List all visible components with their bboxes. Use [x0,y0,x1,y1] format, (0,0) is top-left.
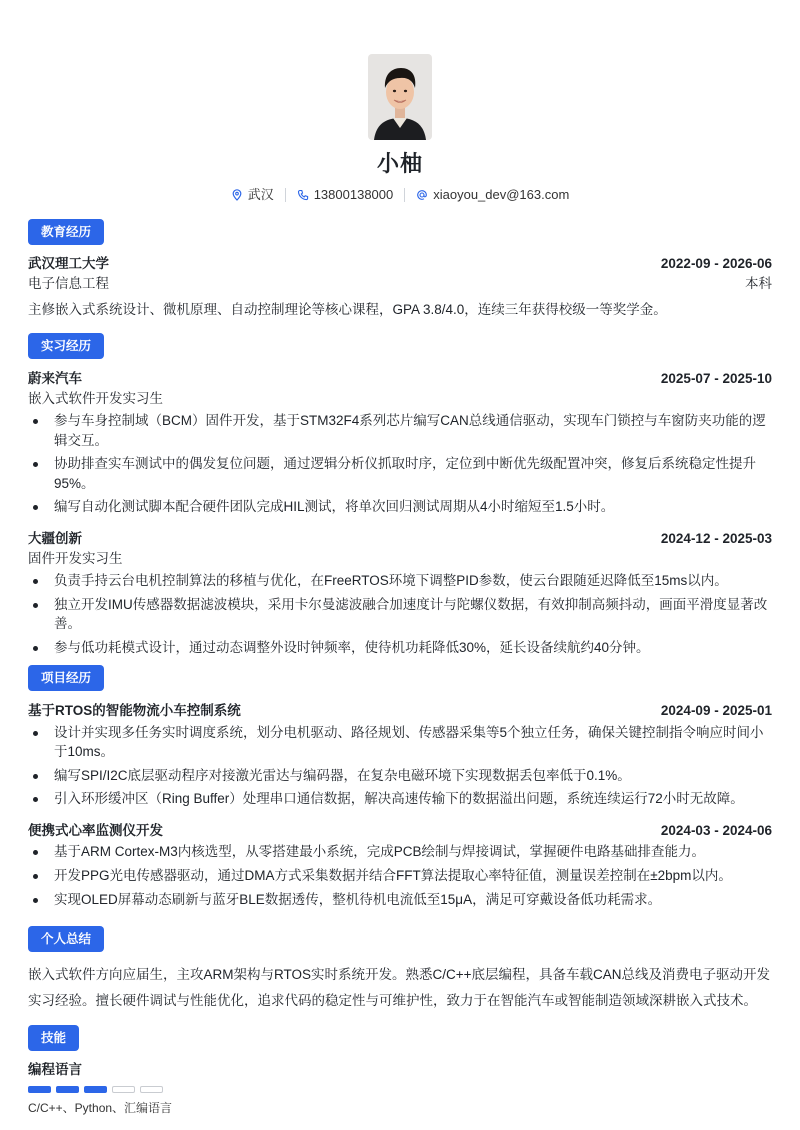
location-text: 武汉 [247,186,274,202]
skill-bar-filled [56,1086,79,1093]
education-entry [28,254,772,320]
section-tag-internship: 实习经历 [28,333,104,359]
internship-list [28,369,772,669]
list-item: 实现OLED屏幕动态刷新与蓝牙BLE数据透传，整机待机电流低至15μA，满足可穿戴设备低功耗需求。 [28,890,772,910]
phone-icon [297,189,309,201]
avatar [368,54,432,140]
skill-detail: C/C++、Python、汇编语言 [28,1100,173,1115]
internship-date: 2025-07 - 2025-10 [660,371,772,386]
list-item: 编写自动化测试脚本配合硬件团队完成HIL测试，将单次回归测试周期从4小时缩短至1.5小时。 [28,497,772,517]
contact-line [28,186,772,205]
internship-entry [28,529,772,657]
skill-entry [28,1060,772,1117]
project-name: 便携式心率监测仪开发 [28,822,163,838]
company-name: 蔚来汽车 [28,371,82,386]
list-item: 协助排查实车测试中的偶发复位问题，通过逻辑分析仪抓取时序，定位到中断优先级配置冲突，修复后系统稳定性提升95%。 [28,454,772,493]
list-item: 编写SPI/I2C底层驱动程序对接激光雷达与编码器，在复杂电磁环境下实现数据丢包率低于0.1%。 [28,766,772,786]
list-item: 参与低功耗模式设计，通过动态调整外设时钟频率，使待机功耗降低30%，延长设备续航约40分钟。 [28,638,772,658]
internship-entry [28,369,772,517]
project-date: 2024-03 - 2024-06 [660,822,772,838]
section-tag-skills: 技能 [28,1025,79,1051]
skill-level-meter [28,1086,772,1093]
internship-date: 2024-12 - 2025-03 [660,530,772,546]
list-item: 独立开发IMU传感器数据滤波模块，采用卡尔曼滤波融合加速度计与陀螺仪数据，有效抑制高频抖动，画面平滑度显著改善。 [28,595,772,634]
section-tag-summary: 个人总结 [28,926,104,952]
project-list [28,701,772,921]
skill-title: 编程语言 [28,1062,82,1077]
map-pin-icon [231,189,243,201]
bullet-list [28,723,772,809]
major: 电子信息工程 [28,275,109,291]
resume-header [28,54,772,205]
candidate-name: 小柚 [376,151,423,176]
school-name: 武汉理工大学 [28,256,109,271]
email-text: xiaoyou_dev@163.com [433,186,570,202]
project-date: 2024-09 - 2025-01 [660,703,772,718]
section-tag-education: 教育经历 [28,219,104,245]
internship-role: 固件开发实习生 [28,550,123,566]
education-date: 2022-09 - 2026-06 [660,256,772,271]
contact-email [405,186,580,205]
list-item: 参与车身控制域（BCM）固件开发，基于STM32F4系列芯片编写CAN总线通信驱动，实现车门锁控与车窗防夹功能的逻辑交互。 [28,411,772,450]
skill-bar-filled [84,1086,107,1093]
skill-bar-filled [28,1086,51,1093]
education-description: 主修嵌入式系统设计、微机原理、自动控制理论等核心课程，GPA 3.8/4.0，连续三年获得校级一等奖学金。 [28,302,667,318]
bullet-list [28,411,772,517]
at-icon [416,189,428,201]
contact-location [220,186,285,205]
list-item: 负责手持云台电机控制算法的移植与优化，在FreeRTOS环境下调整PID参数，使云台跟随延迟降低至15ms以内。 [28,571,772,591]
list-item: 引入环形缓冲区（Ring Buffer）处理串口通信数据，解决高速传输下的数据溢出问题，系统连续运行72小时无故障。 [28,789,772,809]
skill-bar-empty [140,1086,163,1093]
project-name: 基于RTOS的智能物流小车控制系统 [28,703,241,718]
bullet-list [28,571,772,657]
degree: 本科 [745,275,772,291]
section-tag-projects: 项目经历 [28,665,104,691]
internship-role: 嵌入式软件开发实习生 [28,390,163,406]
bullet-list [28,842,772,909]
project-entry [28,701,772,809]
contact-phone [286,186,405,205]
company-name: 大疆创新 [28,530,82,546]
project-entry [28,821,772,909]
list-item: 开发PPG光电传感器驱动，通过DMA方式采集数据并结合FFT算法提取心率特征值，测量误差控制在±2bpm以内。 [28,866,772,886]
list-item: 设计并实现多任务实时调度系统，划分电机驱动、路径规划、传感器采集等5个独立任务，确保关键控制指令响应时间小于10ms。 [28,723,772,762]
phone-text: 13800138000 [313,186,394,202]
list-item: 基于ARM Cortex-M3内核选型，从零搭建最小系统，完成PCB绘制与焊接调试，掌握硬件电路基础排查能力。 [28,842,772,862]
summary-text: 嵌入式软件方向应届生，主攻ARM架构与RTOS实时系统开发。熟悉C/C++底层编程，具备车载CAN总线及消费电子驱动开发实习经验。擅长硬件调试与性能优化，追求代码的稳定性与可维护性，致力于在智能汽车或智能制造领域深耕嵌入式技术。 [28,967,771,1008]
skill-bar-empty [112,1086,135,1093]
